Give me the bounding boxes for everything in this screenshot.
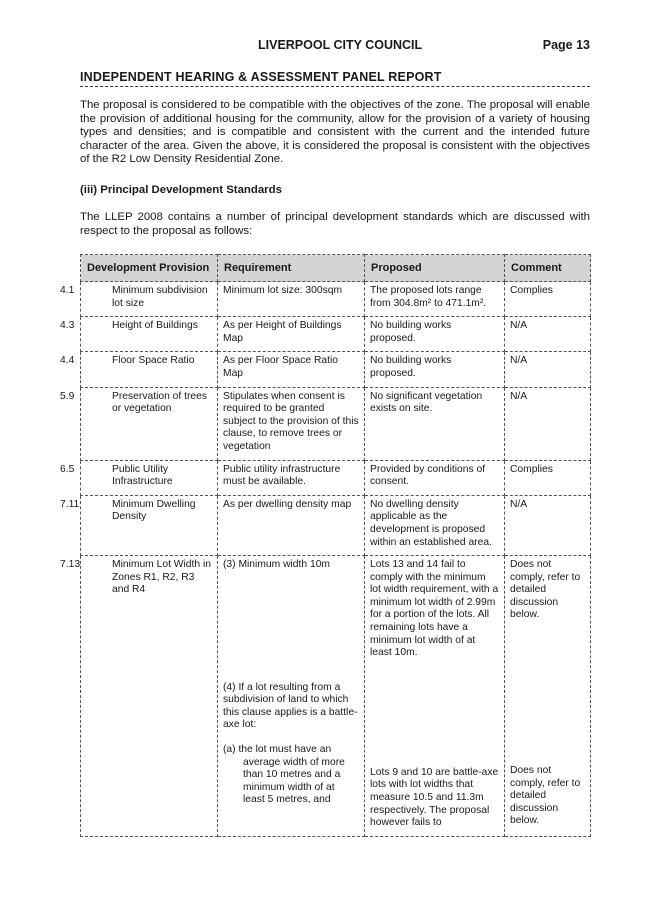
provision-name: Floor Space Ratio [112, 355, 195, 367]
provision-name: Minimum Dwelling Density [112, 498, 196, 523]
comment-text: Does not comply, refer to detailed discussion below. [510, 765, 581, 827]
proposed-cell: No dwelling density applicable as the development is proposed within an established area. [365, 495, 505, 555]
intro-paragraph: The LLEP 2008 contains a number of principal development standards which are discussed with respect to the proposal as follows: [80, 211, 590, 237]
comment-cell [505, 556, 591, 837]
table-row [81, 460, 591, 495]
provision-name: Height of Buildings [112, 320, 198, 332]
proposed-text: Lots 9 and 10 are battle-axe lots with lot widths that measure 10.5 and 11.3m respectively. The proposal however fails to [370, 766, 499, 829]
page-number: Page 13 [542, 38, 590, 52]
table-row [81, 387, 591, 460]
requirement-text: (a) the lot must have an average width of more than 10 metres and a minimum width of at least 5 metres, and [223, 744, 345, 806]
provision-name: Public Utility Infrastructure [112, 463, 173, 488]
requirement-cell: Stipulates when consent is required to be granted subject to the provision of this clause, to remove trees or vegetation [218, 387, 365, 460]
provision-name: Preservation of trees or vegetation [112, 390, 208, 415]
comment-cell: Complies [505, 460, 591, 495]
requirement-cell [218, 556, 365, 837]
comment-cell: N/A [505, 352, 591, 387]
provision-cell [60, 282, 218, 317]
comment-cell: N/A [505, 317, 591, 352]
clause-number: 7.13 [60, 559, 81, 571]
provision-cell [60, 460, 218, 495]
proposed-text: Lots 13 and 14 fail to comply with the minimum lot width requirement, with a minimum lot width of 2.99m for a portion of the lots. All remaining lots have a minimum lot width of at least 10m. [370, 559, 499, 659]
clause-number: 4.1 [60, 285, 75, 296]
clause-number: 4.4 [60, 355, 75, 367]
provision-cell [60, 556, 218, 837]
requirement-text: (3) Minimum width 10m [223, 559, 330, 571]
proposed-cell: No building works proposed. [365, 317, 505, 352]
table-row [81, 495, 591, 555]
report-title: INDEPENDENT HEARING & ASSESSMENT PANEL REPORT [80, 70, 442, 84]
proposed-cell [365, 556, 505, 837]
comment-cell: N/A [505, 495, 591, 555]
clause-number: 7.11 [60, 498, 80, 510]
page-header [80, 38, 590, 56]
requirement-cell: Minimum lot size: 300sqm [218, 282, 365, 317]
provision-name: Minimum Lot Width in Zones R1, R2, R3 and R4 [112, 559, 211, 596]
requirement-text: (4) If a lot resulting from a subdivision of land to which this clause applies is a battle-axe lot: [223, 681, 358, 731]
column-header: Proposed [365, 255, 505, 282]
provision-cell [60, 495, 218, 555]
proposed-cell: No building works proposed. [365, 352, 505, 387]
development-standards-table [60, 254, 591, 837]
council-name: LIVERPOOL CITY COUNCIL [258, 38, 423, 52]
clause-number: 5.9 [60, 390, 75, 402]
requirement-cell: As per Height of Buildings Map [218, 317, 365, 352]
column-header: Development Provision [81, 255, 218, 282]
proposed-cell: The proposed lots range from 304.8m² to 471.1m². [365, 282, 505, 317]
column-header: Requirement [218, 255, 365, 282]
comment-cell: N/A [505, 387, 591, 460]
provision-cell [60, 387, 218, 460]
clause-number: 4.3 [60, 320, 75, 332]
requirement-cell: Public utility infrastructure must be available. [218, 460, 365, 495]
zone-objectives-paragraph: The proposal is considered to be compatible with the objectives of the zone. The proposal will enable the provision of additional housing for the community, allow for the provision of a variety of housing types and densities; and is compatible and consistent with the current and the intended future character of the area. Given the above, it is considered the proposal is consistent with the objectives of the R2 Low Density Residential Zone. [80, 99, 590, 165]
provision-cell [60, 317, 218, 352]
table-header-row [81, 255, 591, 282]
requirement-cell: As per dwelling density map [218, 495, 365, 555]
comment-cell: Complies [505, 282, 591, 317]
clause-number: 6.5 [60, 463, 75, 475]
table-row [81, 282, 591, 317]
table-row [81, 317, 591, 352]
table-row [81, 556, 591, 837]
table-row [81, 352, 591, 387]
proposed-cell: Provided by conditions of consent. [365, 460, 505, 495]
section-subheading: (iii) Principal Development Standards [80, 184, 282, 196]
header-rule [80, 86, 590, 87]
comment-text: Does not comply, refer to detailed discussion below. [510, 559, 581, 621]
proposed-cell: No significant vegetation exists on site. [365, 387, 505, 460]
provision-cell [60, 352, 218, 387]
requirement-cell: As per Floor Space Ratio Map [218, 352, 365, 387]
column-header: Comment [505, 255, 591, 282]
provision-name: Minimum subdivision lot size [112, 285, 208, 309]
